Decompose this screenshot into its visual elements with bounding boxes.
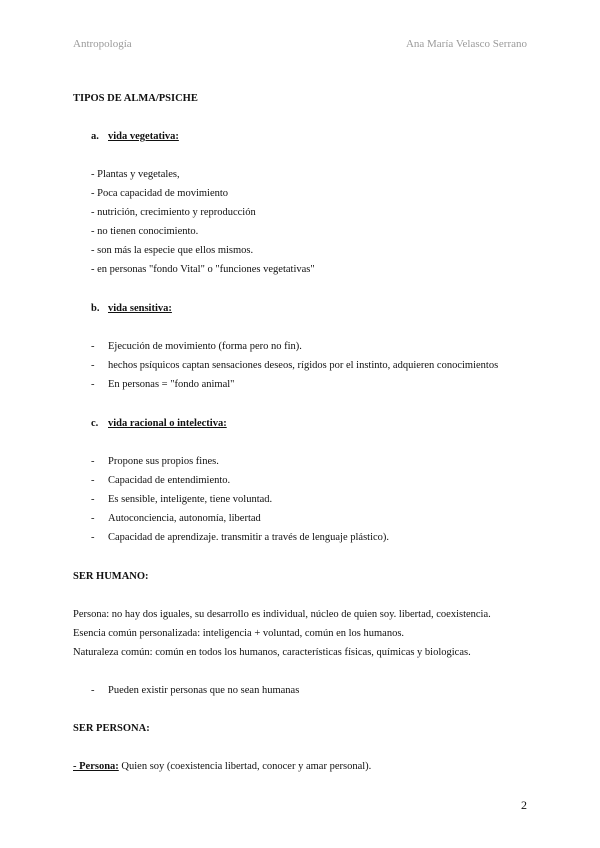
list-item: Propone sus propios fines.: [108, 456, 219, 467]
bullet-dash: -: [91, 685, 95, 696]
list-item: - nutrición, crecimiento y reproducción: [91, 207, 256, 218]
header-right: Ana María Velasco Serrano: [405, 38, 527, 50]
bullet-dash: -: [91, 379, 95, 390]
bullet-dash: -: [91, 513, 95, 524]
paragraph-line: Esencia común personalizada: inteligencia + voluntad, común en los humanos.: [73, 628, 405, 639]
bullet-dash: -: [91, 456, 95, 467]
list-item: - Plantas y vegetales,: [91, 169, 180, 180]
paragraph-line: Naturaleza común: común en todos los humanos, características físicas, químicas y biologicas.: [73, 647, 471, 658]
list-item: Autoconciencia, autonomía, libertad: [108, 513, 261, 524]
page-title: TIPOS DE ALMA/PSICHE: [73, 93, 198, 104]
list-item: - no tienen conocimiento.: [91, 226, 199, 237]
list-item: - son más la especie que ellos mismos.: [91, 245, 254, 256]
list-item: hechos psíquicos captan sensaciones deseos, rígidos por el instinto, adquieren conocimientos: [108, 360, 499, 371]
section-a-letter: a.: [91, 131, 99, 142]
page-number: 2: [521, 798, 527, 812]
persona-label: - Persona:: [73, 761, 119, 772]
list-item: Es sensible, inteligente, tiene voluntad.: [108, 494, 273, 505]
section-b-heading: vida sensitiva:: [108, 303, 172, 314]
paragraph-line: Persona: no hay dos iguales, su desarrollo es individual, núcleo de quien soy. libertad, coexistencia.: [73, 609, 491, 620]
persona-text: Quien soy (coexistencia libertad, conocer y amar personal).: [118, 761, 372, 772]
section-a-heading: vida vegetativa:: [108, 131, 179, 142]
bullet-dash: -: [91, 475, 95, 486]
bullet-dash: -: [91, 360, 95, 371]
header-left: Antropología: [73, 38, 132, 50]
section-c-heading: vida racional o intelectiva:: [108, 418, 227, 429]
bullet-dash: -: [91, 532, 95, 543]
list-item: Pueden existir personas que no sean humanas: [108, 685, 300, 696]
list-item: - Poca capacidad de movimiento: [91, 188, 229, 199]
section-c-letter: c.: [91, 418, 99, 429]
list-item: Capacidad de aprendizaje. transmitir a través de lenguaje plástico).: [108, 532, 390, 543]
ser-humano-heading: SER HUMANO:: [73, 571, 149, 582]
list-item: Capacidad de entendimiento.: [108, 475, 231, 486]
list-item: - en personas "fondo Vital" o "funciones vegetativas": [91, 264, 315, 275]
list-item: En personas = "fondo animal": [108, 379, 235, 390]
bullet-dash: -: [91, 341, 95, 352]
section-b-letter: b.: [91, 303, 100, 314]
ser-persona-line: [73, 761, 371, 772]
bullet-dash: -: [91, 494, 95, 505]
list-item: Ejecución de movimiento (forma pero no fin).: [108, 341, 302, 352]
ser-persona-heading: SER PERSONA:: [73, 723, 150, 734]
